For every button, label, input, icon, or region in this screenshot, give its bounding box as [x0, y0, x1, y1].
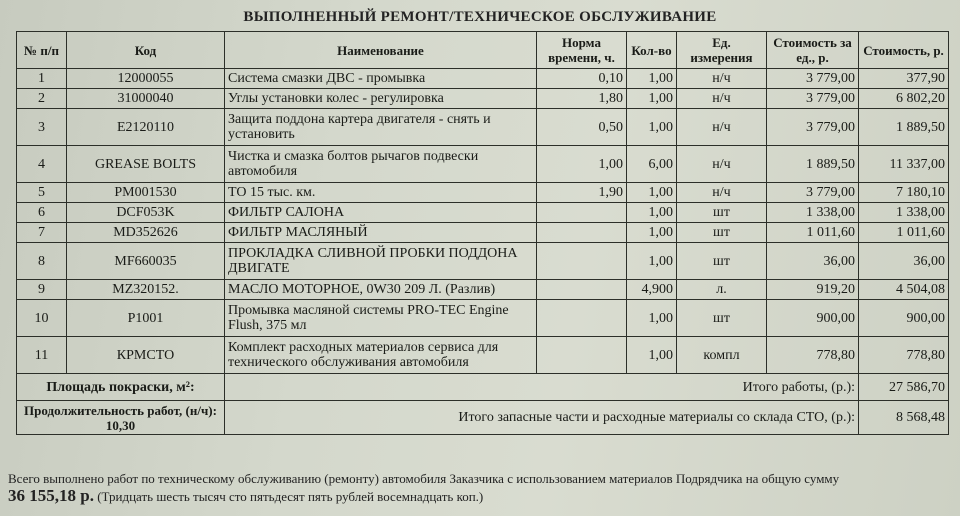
- header-num: № п/п: [17, 32, 67, 69]
- cell-name: Комплект расходных материалов сервиса для технического обслуживания автомобиля: [225, 337, 537, 374]
- summary-amount: 36 155,18 р.: [8, 486, 94, 505]
- table-row: [17, 89, 949, 109]
- cell-num: 9: [17, 280, 67, 300]
- table-header-row: [17, 32, 949, 69]
- cell-code: P1001: [67, 300, 225, 337]
- cell-unit: н/ч: [677, 146, 767, 183]
- cell-name: ПРОКЛАДКА СЛИВНОЙ ПРОБКИ ПОДДОНА ДВИГАТЕ: [225, 243, 537, 280]
- cell-sum: 778,80: [859, 337, 949, 374]
- header-code: Код: [67, 32, 225, 69]
- cell-num: 2: [17, 89, 67, 109]
- summary-words: (Тридцать шесть тысяч сто пятьдесят пять рублей восемнадцать коп.): [97, 489, 484, 504]
- cell-unit: шт: [677, 203, 767, 223]
- cell-qty: 1,00: [627, 300, 677, 337]
- cell-price: 3 779,00: [767, 89, 859, 109]
- cell-norm: 1,90: [537, 183, 627, 203]
- cell-unit: шт: [677, 243, 767, 280]
- table-row: [17, 69, 949, 89]
- cell-num: 4: [17, 146, 67, 183]
- cell-sum: 1 011,60: [859, 223, 949, 243]
- cell-qty: 1,00: [627, 183, 677, 203]
- cell-qty: 1,00: [627, 223, 677, 243]
- total-works-label: Итого работы, (р.):: [225, 374, 859, 401]
- cell-name: Промывка масляной системы PRO-TEC Engine Flush, 375 мл: [225, 300, 537, 337]
- cell-sum: 11 337,00: [859, 146, 949, 183]
- cell-unit: н/ч: [677, 89, 767, 109]
- cell-code: GREASE BOLTS: [67, 146, 225, 183]
- cell-num: 8: [17, 243, 67, 280]
- table-row: [17, 109, 949, 146]
- cell-name: ТО 15 тыс. км.: [225, 183, 537, 203]
- total-works-value: 27 586,70: [859, 374, 949, 401]
- cell-num: 6: [17, 203, 67, 223]
- cell-price: 919,20: [767, 280, 859, 300]
- cell-num: 7: [17, 223, 67, 243]
- cell-norm: [537, 223, 627, 243]
- cell-sum: 1 889,50: [859, 109, 949, 146]
- cell-norm: [537, 300, 627, 337]
- header-name: Наименование: [225, 32, 537, 69]
- cell-code: 31000040: [67, 89, 225, 109]
- table-row: [17, 280, 949, 300]
- cell-price: 3 779,00: [767, 69, 859, 89]
- cell-name: Защита поддона картера двигателя - снять и установить: [225, 109, 537, 146]
- cell-qty: 1,00: [627, 69, 677, 89]
- cell-qty: 4,900: [627, 280, 677, 300]
- cell-norm: [537, 337, 627, 374]
- cell-price: 1 889,50: [767, 146, 859, 183]
- header-unit: Ед. измерения: [677, 32, 767, 69]
- header-norm: Норма времени, ч.: [537, 32, 627, 69]
- cell-name: ФИЛЬТР МАСЛЯНЫЙ: [225, 223, 537, 243]
- cell-sum: 4 504,08: [859, 280, 949, 300]
- cell-num: 11: [17, 337, 67, 374]
- cell-unit: л.: [677, 280, 767, 300]
- cell-unit: н/ч: [677, 109, 767, 146]
- cell-name: Система смазки ДВС - промывка: [225, 69, 537, 89]
- table-row: [17, 243, 949, 280]
- cell-code: КРМСТО: [67, 337, 225, 374]
- cell-unit: компл: [677, 337, 767, 374]
- cell-price: 1 338,00: [767, 203, 859, 223]
- cell-qty: 6,00: [627, 146, 677, 183]
- header-price: Стоимость за ед., р.: [767, 32, 859, 69]
- cell-num: 3: [17, 109, 67, 146]
- duration-label: Продолжительность работ, (н/ч): 10,30: [17, 401, 225, 435]
- cell-norm: [537, 280, 627, 300]
- summary-text: Всего выполнено работ по техническому обслуживанию (ремонту) автомобиля Заказчика с использованием материалов Подрядчика на общую сумму: [8, 471, 840, 486]
- cell-norm: 1,80: [537, 89, 627, 109]
- cell-num: 5: [17, 183, 67, 203]
- cell-sum: 7 180,10: [859, 183, 949, 203]
- cell-code: E2120110: [67, 109, 225, 146]
- cell-price: 900,00: [767, 300, 859, 337]
- cell-num: 1: [17, 69, 67, 89]
- totals-row-works: [17, 374, 949, 401]
- cell-qty: 1,00: [627, 337, 677, 374]
- cell-code: DCF053K: [67, 203, 225, 223]
- cell-sum: 6 802,20: [859, 89, 949, 109]
- totals-row-parts: [17, 401, 949, 435]
- cell-code: MZ320152.: [67, 280, 225, 300]
- cell-norm: 1,00: [537, 146, 627, 183]
- cell-price: 3 779,00: [767, 109, 859, 146]
- repair-table: [16, 31, 949, 435]
- cell-unit: шт: [677, 223, 767, 243]
- cell-unit: шт: [677, 300, 767, 337]
- cell-qty: 1,00: [627, 89, 677, 109]
- header-qty: Кол-во: [627, 32, 677, 69]
- table-row: [17, 146, 949, 183]
- cell-norm: 0,50: [537, 109, 627, 146]
- cell-code: MF660035: [67, 243, 225, 280]
- total-parts-label: Итого запасные части и расходные материалы со склада СТО, (р.):: [225, 401, 859, 435]
- cell-code: 12000055: [67, 69, 225, 89]
- cell-unit: н/ч: [677, 183, 767, 203]
- cell-name: ФИЛЬТР САЛОНА: [225, 203, 537, 223]
- table-row: [17, 203, 949, 223]
- table-row: [17, 300, 949, 337]
- cell-num: 10: [17, 300, 67, 337]
- paint-area-label: Площадь покраски, м²:: [17, 374, 225, 401]
- cell-name: МАСЛО МОТОРНОЕ, 0W30 209 Л. (Разлив): [225, 280, 537, 300]
- table-row: [17, 223, 949, 243]
- cell-code: MD352626: [67, 223, 225, 243]
- cell-norm: [537, 203, 627, 223]
- cell-price: 3 779,00: [767, 183, 859, 203]
- cell-code: PM001530: [67, 183, 225, 203]
- cell-price: 1 011,60: [767, 223, 859, 243]
- table-row: [17, 183, 949, 203]
- cell-unit: н/ч: [677, 69, 767, 89]
- summary-block: [8, 470, 952, 505]
- table-row: [17, 337, 949, 374]
- cell-price: 36,00: [767, 243, 859, 280]
- document-title: ВЫПОЛНЕННЫЙ РЕМОНТ/ТЕХНИЧЕСКОЕ ОБСЛУЖИВАНИЕ: [243, 9, 717, 25]
- cell-sum: 36,00: [859, 243, 949, 280]
- cell-norm: [537, 243, 627, 280]
- summary-amount-line: [8, 487, 952, 505]
- cell-norm: 0,10: [537, 69, 627, 89]
- cell-name: Чистка и смазка болтов рычагов подвески автомобиля: [225, 146, 537, 183]
- cell-qty: 1,00: [627, 243, 677, 280]
- cell-sum: 1 338,00: [859, 203, 949, 223]
- cell-name: Углы установки колес - регулировка: [225, 89, 537, 109]
- cell-price: 778,80: [767, 337, 859, 374]
- total-parts-value: 8 568,48: [859, 401, 949, 435]
- cell-sum: 377,90: [859, 69, 949, 89]
- cell-qty: 1,00: [627, 203, 677, 223]
- cell-qty: 1,00: [627, 109, 677, 146]
- header-sum: Стоимость, р.: [859, 32, 949, 69]
- cell-sum: 900,00: [859, 300, 949, 337]
